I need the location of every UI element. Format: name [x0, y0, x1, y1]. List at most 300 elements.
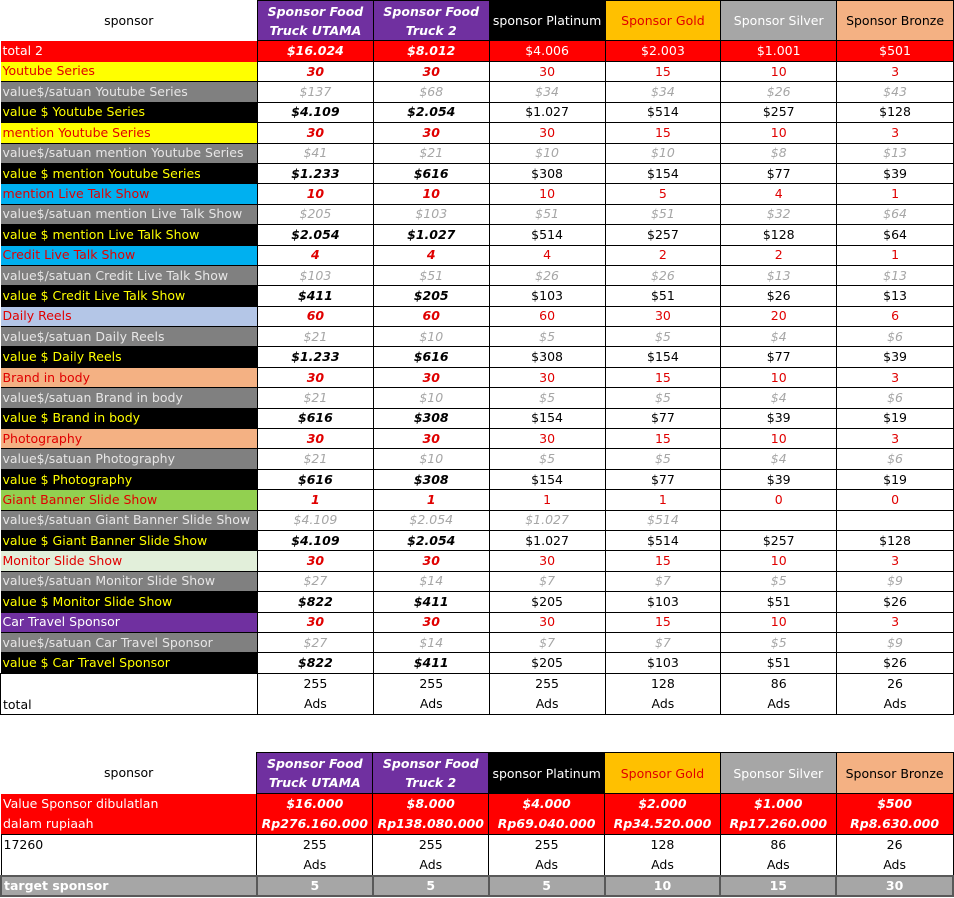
count-value[interactable]: 30 [373, 429, 489, 449]
total-value[interactable]: $411 [257, 286, 373, 306]
total-value[interactable]: $77 [721, 163, 837, 183]
total-count: 128 [650, 675, 675, 691]
value-label[interactable]: value $ Credit Live Talk Show [1, 286, 258, 306]
summary-ads[interactable] [720, 835, 836, 877]
header-column[interactable] [373, 1, 489, 41]
target-value[interactable]: 15 [720, 876, 836, 896]
header-row [1, 1, 954, 41]
total-value[interactable]: $39 [721, 408, 837, 428]
unit-value[interactable]: $43 [837, 82, 954, 102]
total-value[interactable]: $77 [605, 408, 721, 428]
total-value[interactable]: $2.054 [373, 530, 489, 550]
count-row [1, 612, 954, 632]
value-label[interactable]: value $ Photography [1, 469, 258, 489]
total2-label[interactable]: total 2 [1, 41, 258, 62]
unit-value[interactable]: $7 [489, 632, 605, 652]
count-value[interactable]: 30 [257, 123, 373, 143]
header-column[interactable] [373, 753, 489, 794]
total-value[interactable]: $257 [605, 225, 721, 245]
unit-value[interactable]: $13 [837, 265, 954, 285]
unit-value[interactable]: $10 [605, 143, 721, 163]
unit-value[interactable]: $13 [837, 143, 954, 163]
total-ads[interactable] [373, 673, 489, 714]
count-value[interactable]: 4 [257, 245, 373, 265]
item-label[interactable]: mention Youtube Series [1, 123, 258, 143]
total-value-row [1, 408, 954, 428]
count-value[interactable]: 10 [373, 184, 489, 204]
unit-label[interactable]: value$/satuan Monitor Slide Show [1, 571, 258, 591]
unit-value[interactable]: $26 [605, 265, 721, 285]
unit-value[interactable]: $51 [605, 204, 721, 224]
total-value[interactable]: $13 [837, 286, 954, 306]
count-value[interactable]: 30 [257, 612, 373, 632]
total-value[interactable]: $205 [373, 286, 489, 306]
total-value[interactable]: $26 [721, 286, 837, 306]
unit-value[interactable] [837, 510, 954, 530]
summary-ads[interactable] [489, 835, 605, 877]
count-value[interactable]: 10 [721, 612, 837, 632]
summary-idr: Rp138.080.000 [377, 816, 484, 831]
total2-value[interactable]: $1.001 [721, 41, 837, 62]
total-value[interactable]: $19 [837, 408, 954, 428]
value-label[interactable]: value $ Brand in body [1, 408, 258, 428]
total2-value[interactable]: $8.012 [373, 41, 489, 62]
total-ads[interactable] [489, 673, 605, 714]
total-value[interactable]: $77 [605, 469, 721, 489]
total-value[interactable]: $4.109 [257, 530, 373, 550]
count-value[interactable]: 30 [373, 367, 489, 387]
count-value[interactable]: 2 [605, 245, 721, 265]
value-label[interactable]: value $ mention Live Talk Show [1, 225, 258, 245]
unit-value[interactable]: $10 [489, 143, 605, 163]
value-label[interactable]: value $ Youtube Series [1, 102, 258, 122]
total-ads[interactable] [721, 673, 837, 714]
total-value[interactable]: $205 [489, 592, 605, 612]
total-value[interactable]: $411 [373, 592, 489, 612]
target-row [1, 876, 953, 896]
count-value[interactable]: 30 [489, 551, 605, 571]
total-value[interactable]: $822 [257, 592, 373, 612]
total2-row [1, 41, 954, 62]
total-value[interactable]: $154 [605, 163, 721, 183]
item-label[interactable]: Brand in body [1, 367, 258, 387]
unit-value[interactable]: $5 [721, 632, 837, 652]
header-column[interactable] [605, 753, 721, 794]
total-value[interactable]: $308 [373, 408, 489, 428]
total-value[interactable]: $64 [837, 225, 954, 245]
unit-value[interactable]: $4 [721, 388, 837, 408]
total2-value[interactable]: $501 [837, 41, 954, 62]
sponsor-summary-table [0, 752, 954, 897]
unit-value[interactable]: $103 [257, 265, 373, 285]
header-column[interactable] [837, 1, 954, 41]
item-label[interactable]: Youtube Series [1, 62, 258, 82]
summary-value[interactable] [257, 794, 373, 835]
summary-label-line1: Value Sponsor dibulatlan [3, 795, 159, 811]
total-value-row [1, 163, 954, 183]
summary-idr: Rp17.260.000 [729, 816, 828, 831]
unit-value[interactable]: $4.109 [257, 510, 373, 530]
header-column[interactable] [257, 753, 373, 794]
value-label[interactable]: value $ mention Youtube Series [1, 163, 258, 183]
count-value[interactable]: 10 [489, 184, 605, 204]
total-value[interactable]: $514 [605, 530, 721, 550]
header-line1: Sponsor Bronze [846, 13, 945, 28]
total-label[interactable]: total [1, 673, 258, 714]
count-value[interactable]: 15 [605, 62, 721, 82]
summary-unit: Ads [651, 857, 674, 872]
summary-count: 255 [534, 837, 559, 852]
total-value[interactable]: $4.109 [257, 102, 373, 122]
unit-value[interactable]: $10 [373, 449, 489, 469]
total-count: 255 [303, 675, 328, 691]
unit-value[interactable]: $51 [373, 265, 489, 285]
unit-value[interactable]: $6 [837, 449, 954, 469]
unit-value[interactable]: $14 [373, 571, 489, 591]
summary-value[interactable] [836, 794, 953, 835]
total-value[interactable]: $616 [257, 469, 373, 489]
unit-value[interactable]: $1.027 [489, 510, 605, 530]
unit-value[interactable]: $41 [257, 143, 373, 163]
count-value[interactable]: 3 [837, 612, 954, 632]
count-value[interactable]: 30 [489, 123, 605, 143]
unit-value[interactable]: $5 [605, 327, 721, 347]
summary-ads[interactable] [836, 835, 953, 877]
value-label[interactable]: value $ Daily Reels [1, 347, 258, 367]
count-value[interactable]: 60 [373, 306, 489, 326]
count-value[interactable]: 3 [837, 429, 954, 449]
unit-value[interactable]: $26 [489, 265, 605, 285]
summary-label-line2: dalam rupiaah [3, 815, 94, 831]
total-value[interactable]: $514 [489, 225, 605, 245]
unit-value[interactable]: $32 [721, 204, 837, 224]
count-value[interactable]: 30 [257, 429, 373, 449]
unit-value[interactable]: $26 [721, 82, 837, 102]
total-value[interactable]: $822 [257, 653, 373, 673]
summary-count: 255 [302, 837, 327, 852]
count-value[interactable]: 30 [373, 123, 489, 143]
unit-value[interactable]: $9 [837, 632, 954, 652]
target-value[interactable]: 5 [257, 876, 373, 896]
count-value[interactable]: 30 [257, 367, 373, 387]
header-column[interactable] [489, 1, 605, 41]
count-value[interactable]: 60 [257, 306, 373, 326]
total-value[interactable]: $51 [721, 592, 837, 612]
total-value[interactable]: $1.027 [489, 102, 605, 122]
count-value[interactable]: 1 [489, 490, 605, 510]
total-value[interactable]: $39 [837, 163, 954, 183]
unit-value[interactable]: $5 [605, 388, 721, 408]
total-value-row [1, 225, 954, 245]
total-value[interactable]: $2.054 [373, 102, 489, 122]
unit-value[interactable]: $10 [373, 327, 489, 347]
summary-ads[interactable] [257, 835, 373, 877]
summary-value[interactable] [489, 794, 605, 835]
total-value[interactable]: $103 [605, 592, 721, 612]
total-value[interactable]: $39 [721, 469, 837, 489]
total-value[interactable]: $51 [605, 286, 721, 306]
rate-label[interactable]: 17260 [1, 835, 257, 877]
total-value[interactable]: $616 [257, 408, 373, 428]
unit-value[interactable]: $14 [373, 632, 489, 652]
count-value[interactable]: 1 [605, 490, 721, 510]
target-value[interactable]: 5 [489, 876, 605, 896]
total-ads[interactable] [605, 673, 721, 714]
total-value[interactable]: $308 [489, 347, 605, 367]
unit-value[interactable]: $10 [373, 388, 489, 408]
header-column[interactable] [489, 753, 605, 794]
count-value[interactable]: 4 [721, 184, 837, 204]
item-label[interactable]: Daily Reels [1, 306, 258, 326]
total-value[interactable]: $154 [605, 347, 721, 367]
unit-value[interactable]: $6 [837, 327, 954, 347]
summary-value[interactable] [373, 794, 489, 835]
unit-value[interactable]: $6 [837, 388, 954, 408]
total-value[interactable]: $154 [489, 408, 605, 428]
count-value[interactable]: 3 [837, 123, 954, 143]
unit-value[interactable]: $2.054 [373, 510, 489, 530]
total-value[interactable]: $308 [489, 163, 605, 183]
unit-value[interactable]: $5 [489, 449, 605, 469]
summary-count: 128 [650, 837, 675, 852]
count-value[interactable]: 3 [837, 62, 954, 82]
total-value[interactable]: $1.233 [257, 163, 373, 183]
count-value[interactable]: 1 [373, 490, 489, 510]
total-value[interactable]: $1.027 [489, 530, 605, 550]
count-value[interactable]: 1 [837, 245, 954, 265]
total-value[interactable]: $128 [721, 225, 837, 245]
total-value[interactable]: $103 [489, 286, 605, 306]
count-value[interactable]: 10 [721, 429, 837, 449]
total-value-row [1, 347, 954, 367]
total2-value[interactable]: $2.003 [605, 41, 721, 62]
value-label[interactable]: value $ Car Travel Sponsor [1, 653, 258, 673]
count-value[interactable]: 1 [257, 490, 373, 510]
count-value[interactable]: 0 [837, 490, 954, 510]
unit-value[interactable]: $205 [257, 204, 373, 224]
count-value[interactable]: 30 [489, 429, 605, 449]
count-row [1, 367, 954, 387]
count-value[interactable]: 4 [489, 245, 605, 265]
unit-value[interactable]: $5 [489, 327, 605, 347]
count-value[interactable]: 20 [721, 306, 837, 326]
unit-label[interactable]: value$/satuan Photography [1, 449, 258, 469]
count-value[interactable]: 0 [721, 490, 837, 510]
unit-value[interactable]: $4 [721, 449, 837, 469]
count-row [1, 490, 954, 510]
unit-value[interactable]: $21 [257, 449, 373, 469]
value-label[interactable]: value $ Monitor Slide Show [1, 592, 258, 612]
summary-idr: Rp276.160.000 [261, 816, 368, 831]
unit-label[interactable]: value$/satuan Brand in body [1, 388, 258, 408]
count-value[interactable]: 10 [721, 551, 837, 571]
header-line1: Sponsor Food [267, 3, 364, 19]
total-value[interactable]: $257 [721, 102, 837, 122]
total-value[interactable]: $616 [373, 163, 489, 183]
total-value[interactable]: $205 [489, 653, 605, 673]
count-value[interactable]: 10 [721, 367, 837, 387]
unit-label[interactable]: value$/satuan Youtube Series [1, 82, 258, 102]
total-value[interactable]: $514 [605, 102, 721, 122]
header-line2: Truck 2 [405, 22, 457, 38]
unit-value[interactable]: $34 [489, 82, 605, 102]
count-value[interactable]: 30 [373, 62, 489, 82]
unit-value[interactable]: $34 [605, 82, 721, 102]
summary-value[interactable] [720, 794, 836, 835]
count-value[interactable]: 3 [837, 551, 954, 571]
count-value[interactable]: 60 [489, 306, 605, 326]
header-corner[interactable]: sponsor [1, 753, 257, 794]
total-count: 26 [887, 675, 904, 691]
count-value[interactable]: 6 [837, 306, 954, 326]
count-value[interactable]: 15 [605, 123, 721, 143]
unit-value[interactable]: $5 [605, 449, 721, 469]
unit-label[interactable]: value$/satuan Car Travel Sponsor [1, 632, 258, 652]
total-value[interactable]: $1.233 [257, 347, 373, 367]
header-column[interactable] [257, 1, 373, 41]
unit-value[interactable]: $64 [837, 204, 954, 224]
item-label[interactable]: mention Live Talk Show [1, 184, 258, 204]
item-label[interactable]: Car Travel Sponsor [1, 612, 258, 632]
total-value[interactable]: $2.054 [257, 225, 373, 245]
item-label[interactable]: Giant Banner Slide Show [1, 490, 258, 510]
count-value[interactable]: 30 [257, 62, 373, 82]
total2-value[interactable]: $16.024 [257, 41, 373, 62]
unit-value[interactable]: $5 [721, 571, 837, 591]
total-value[interactable]: $26 [837, 592, 954, 612]
item-label[interactable]: Photography [1, 429, 258, 449]
summary-ads[interactable] [605, 835, 721, 877]
unit-label[interactable]: value$/satuan Credit Live Talk Show [1, 265, 258, 285]
header-row [1, 753, 953, 794]
total-value[interactable]: $257 [721, 530, 837, 550]
total-value[interactable]: $39 [837, 347, 954, 367]
unit-value[interactable]: $21 [373, 143, 489, 163]
count-value[interactable]: 30 [489, 612, 605, 632]
value-label[interactable]: value $ Giant Banner Slide Show [1, 530, 258, 550]
total-unit: Ads [651, 695, 675, 711]
count-value[interactable]: 30 [373, 551, 489, 571]
unit-value[interactable]: $4 [721, 327, 837, 347]
count-value[interactable]: 1 [837, 184, 954, 204]
unit-value[interactable]: $21 [257, 388, 373, 408]
header-corner[interactable]: sponsor [1, 1, 258, 41]
unit-value-row [1, 82, 954, 102]
count-value[interactable]: 10 [721, 62, 837, 82]
unit-value[interactable]: $27 [257, 571, 373, 591]
header-column[interactable] [721, 1, 837, 41]
unit-value[interactable]: $7 [489, 571, 605, 591]
total-value[interactable]: $411 [373, 653, 489, 673]
total-value[interactable]: $77 [721, 347, 837, 367]
total-value[interactable]: $128 [837, 530, 954, 550]
total-value[interactable]: $1.027 [373, 225, 489, 245]
count-value[interactable]: 15 [605, 612, 721, 632]
unit-label[interactable]: value$/satuan Giant Banner Slide Show [1, 510, 258, 530]
count-value[interactable]: 15 [605, 367, 721, 387]
total-value[interactable]: $154 [489, 469, 605, 489]
total-ads[interactable] [257, 673, 373, 714]
item-label[interactable]: Credit Live Talk Show [1, 245, 258, 265]
header-column[interactable] [605, 1, 721, 41]
total-value[interactable]: $103 [605, 653, 721, 673]
total-value[interactable]: $51 [721, 653, 837, 673]
item-label[interactable]: Monitor Slide Show [1, 551, 258, 571]
summary-count: 86 [770, 837, 787, 852]
unit-label[interactable]: value$/satuan Daily Reels [1, 327, 258, 347]
unit-value[interactable]: $8 [721, 143, 837, 163]
count-value[interactable]: 30 [605, 306, 721, 326]
count-value[interactable]: 10 [721, 123, 837, 143]
summary-count: 255 [418, 837, 443, 852]
count-value[interactable]: 30 [489, 62, 605, 82]
unit-value[interactable] [721, 510, 837, 530]
unit-value[interactable]: $514 [605, 510, 721, 530]
count-value[interactable]: 5 [605, 184, 721, 204]
count-value[interactable]: 15 [605, 429, 721, 449]
count-value[interactable]: 3 [837, 367, 954, 387]
count-value[interactable]: 30 [489, 367, 605, 387]
total-unit: Ads [535, 695, 559, 711]
summary-usd: $500 [877, 796, 912, 811]
count-value[interactable]: 10 [257, 184, 373, 204]
target-value[interactable]: 30 [836, 876, 953, 896]
unit-value[interactable]: $68 [373, 82, 489, 102]
summary-usd: $4.000 [522, 796, 571, 811]
target-value[interactable]: 10 [605, 876, 721, 896]
total-unit: Ads [304, 695, 327, 711]
target-value[interactable]: 5 [373, 876, 489, 896]
summary-usd: $2.000 [638, 796, 687, 811]
summary-value-label[interactable] [1, 794, 257, 835]
count-value[interactable]: 2 [721, 245, 837, 265]
summary-value-row [1, 794, 953, 835]
unit-value[interactable]: $7 [605, 571, 721, 591]
unit-label[interactable]: value$/satuan mention Live Talk Show [1, 204, 258, 224]
total-value[interactable]: $616 [373, 347, 489, 367]
summary-unit: Ads [419, 857, 443, 872]
unit-value[interactable]: $5 [489, 388, 605, 408]
unit-value[interactable]: $137 [257, 82, 373, 102]
total2-value[interactable]: $4.006 [489, 41, 605, 62]
unit-value[interactable]: $51 [489, 204, 605, 224]
summary-value[interactable] [605, 794, 721, 835]
summary-ads[interactable] [373, 835, 489, 877]
summary-unit: Ads [535, 857, 559, 872]
total-value[interactable]: $308 [373, 469, 489, 489]
count-value[interactable]: 4 [373, 245, 489, 265]
unit-value[interactable]: $7 [605, 632, 721, 652]
summary-unit: Ads [766, 857, 790, 872]
unit-value[interactable]: $21 [257, 327, 373, 347]
header-column[interactable] [720, 753, 836, 794]
count-value[interactable]: 15 [605, 551, 721, 571]
total-ads[interactable] [837, 673, 954, 714]
unit-value[interactable]: $103 [373, 204, 489, 224]
target-label[interactable]: target sponsor [1, 876, 257, 896]
header-column[interactable] [836, 753, 953, 794]
header-line1: Sponsor Gold [621, 13, 705, 28]
unit-value[interactable]: $9 [837, 571, 954, 591]
unit-label[interactable]: value$/satuan mention Youtube Series [1, 143, 258, 163]
count-value[interactable]: 30 [257, 551, 373, 571]
total-value[interactable]: $128 [837, 102, 954, 122]
total-value[interactable]: $26 [837, 653, 954, 673]
count-value[interactable]: 30 [373, 612, 489, 632]
unit-value[interactable]: $13 [721, 265, 837, 285]
unit-value[interactable]: $27 [257, 632, 373, 652]
total-value[interactable]: $19 [837, 469, 954, 489]
